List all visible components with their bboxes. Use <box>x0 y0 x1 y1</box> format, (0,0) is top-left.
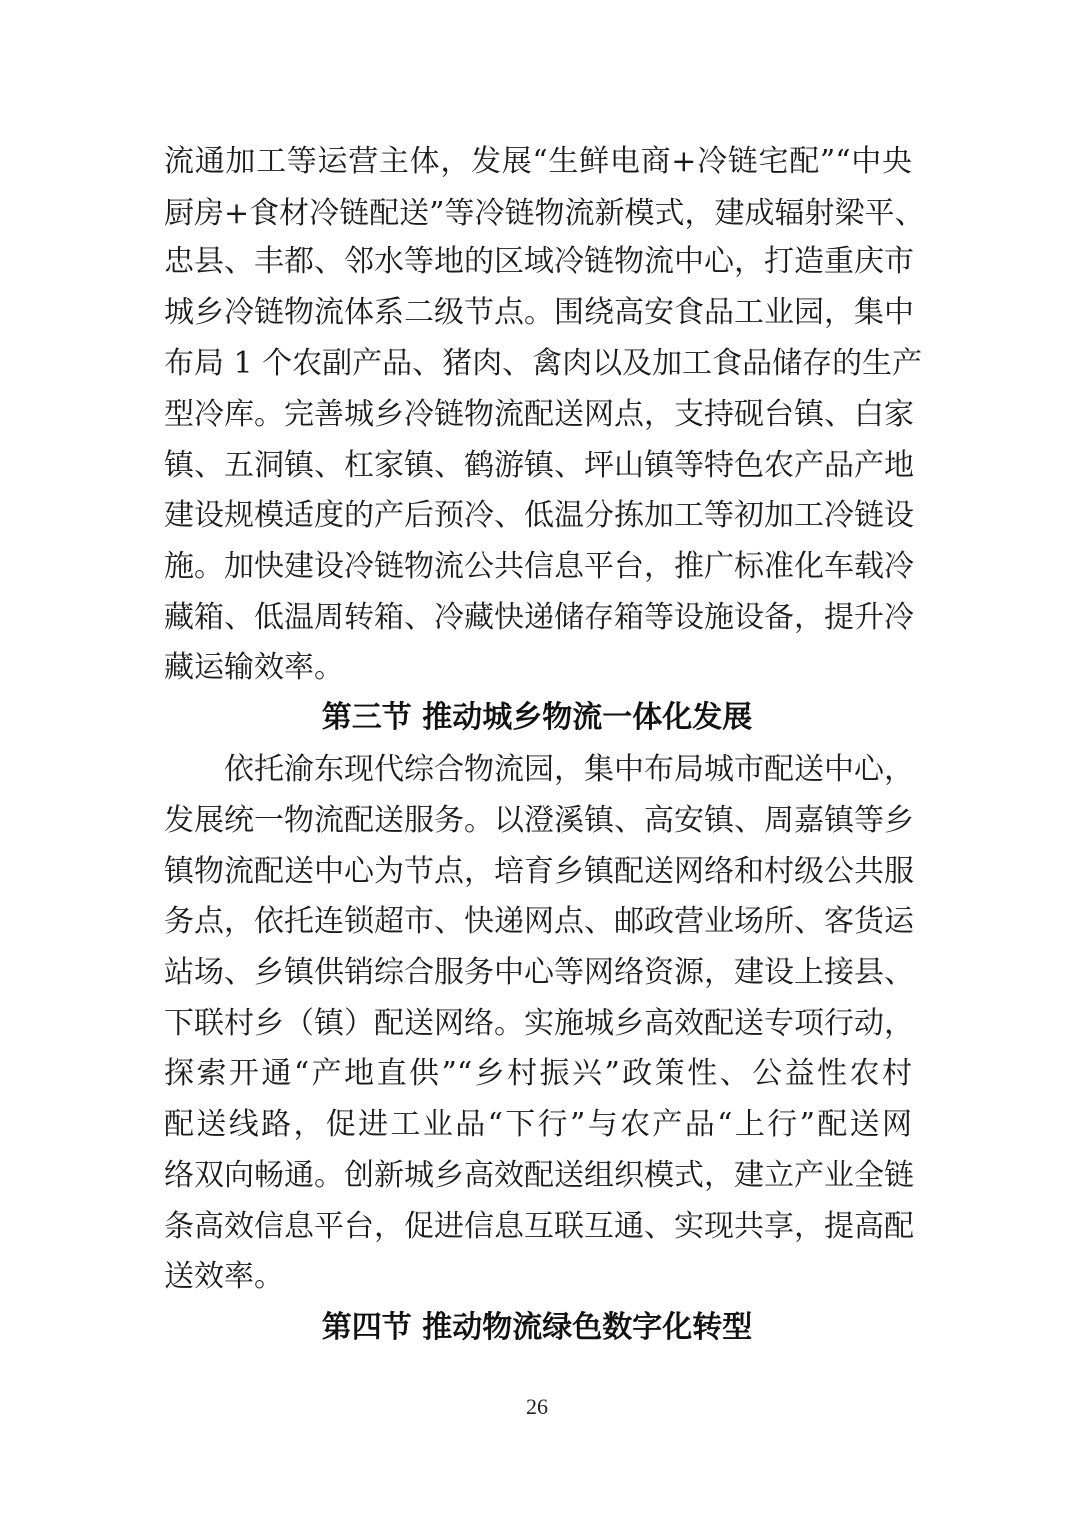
paragraph-line: 建设规模适度的产后预冷、低温分拣加工等初加工冷链设 <box>164 498 914 533</box>
page-number: 26 <box>526 1394 548 1419</box>
paragraph-line: 站场、乡镇供销综合服务中心等网络资源，建设上接县、 <box>164 955 914 990</box>
section-heading: 第四节 推动物流绿色数字化转型 <box>321 1310 753 1345</box>
paragraph-line: 配送线路，促进工业品“下行”与农产品“上行”配送网 <box>164 1107 912 1142</box>
paragraph-line: 探索开通“产地直供”“乡村振兴”政策性、公益性农村 <box>164 1056 912 1091</box>
paragraph-line: 藏运输效率。 <box>164 650 344 685</box>
paragraph-line: 镇、五洞镇、杠家镇、鹤游镇、坪山镇等特色农产品产地 <box>164 448 914 483</box>
paragraph-line: 忠县、丰都、邻水等地的区域冷链物流中心，打造重庆市 <box>164 244 914 279</box>
paragraph-line: 送效率。 <box>164 1259 284 1294</box>
paragraph-line: 施。加快建设冷链物流公共信息平台，推广标准化车载冷 <box>164 549 914 584</box>
paragraph-line: 城乡冷链物流体系二级节点。围绕高安食品工业园，集中 <box>164 295 914 330</box>
paragraph-line: 厨房+食材冷链配送”等冷链物流新模式，建成辐射梁平、 <box>164 196 925 231</box>
paragraph-line: 发展统一物流配送服务。以澄溪镇、高安镇、周嘉镇等乡 <box>164 803 914 838</box>
paragraph-line: 镇物流配送中心为节点，培育乡镇配送网络和村级公共服 <box>164 854 914 889</box>
paragraph-line: 布局 1 个农副产品、猪肉、禽肉以及加工食品储存的生产 <box>164 346 923 381</box>
paragraph-line: 藏箱、低温周转箱、冷藏快递储存箱等设施设备，提升冷 <box>164 600 914 635</box>
paragraph-line: 流通加工等运营主体，发展“生鲜电商+冷链宅配”“中央 <box>164 144 912 179</box>
paragraph-line: 型冷库。完善城乡冷链物流配送网点，支持砚台镇、白家 <box>164 397 914 432</box>
paragraph-line: 务点，依托连锁超市、快递网点、邮政营业场所、客货运 <box>164 904 914 939</box>
paragraph-line: 下联村乡（镇）配送网络。实施城乡高效配送专项行动， <box>164 1006 914 1041</box>
section-heading: 第三节 推动城乡物流一体化发展 <box>321 700 753 735</box>
paragraph-line: 络双向畅通。创新城乡高效配送组织模式，建立产业全链 <box>164 1158 914 1193</box>
paragraph-line: 依托渝东现代综合物流园，集中布局城市配送中心， <box>224 752 914 787</box>
paragraph-line: 条高效信息平台，促进信息互联互通、实现共享，提高配 <box>164 1209 914 1244</box>
